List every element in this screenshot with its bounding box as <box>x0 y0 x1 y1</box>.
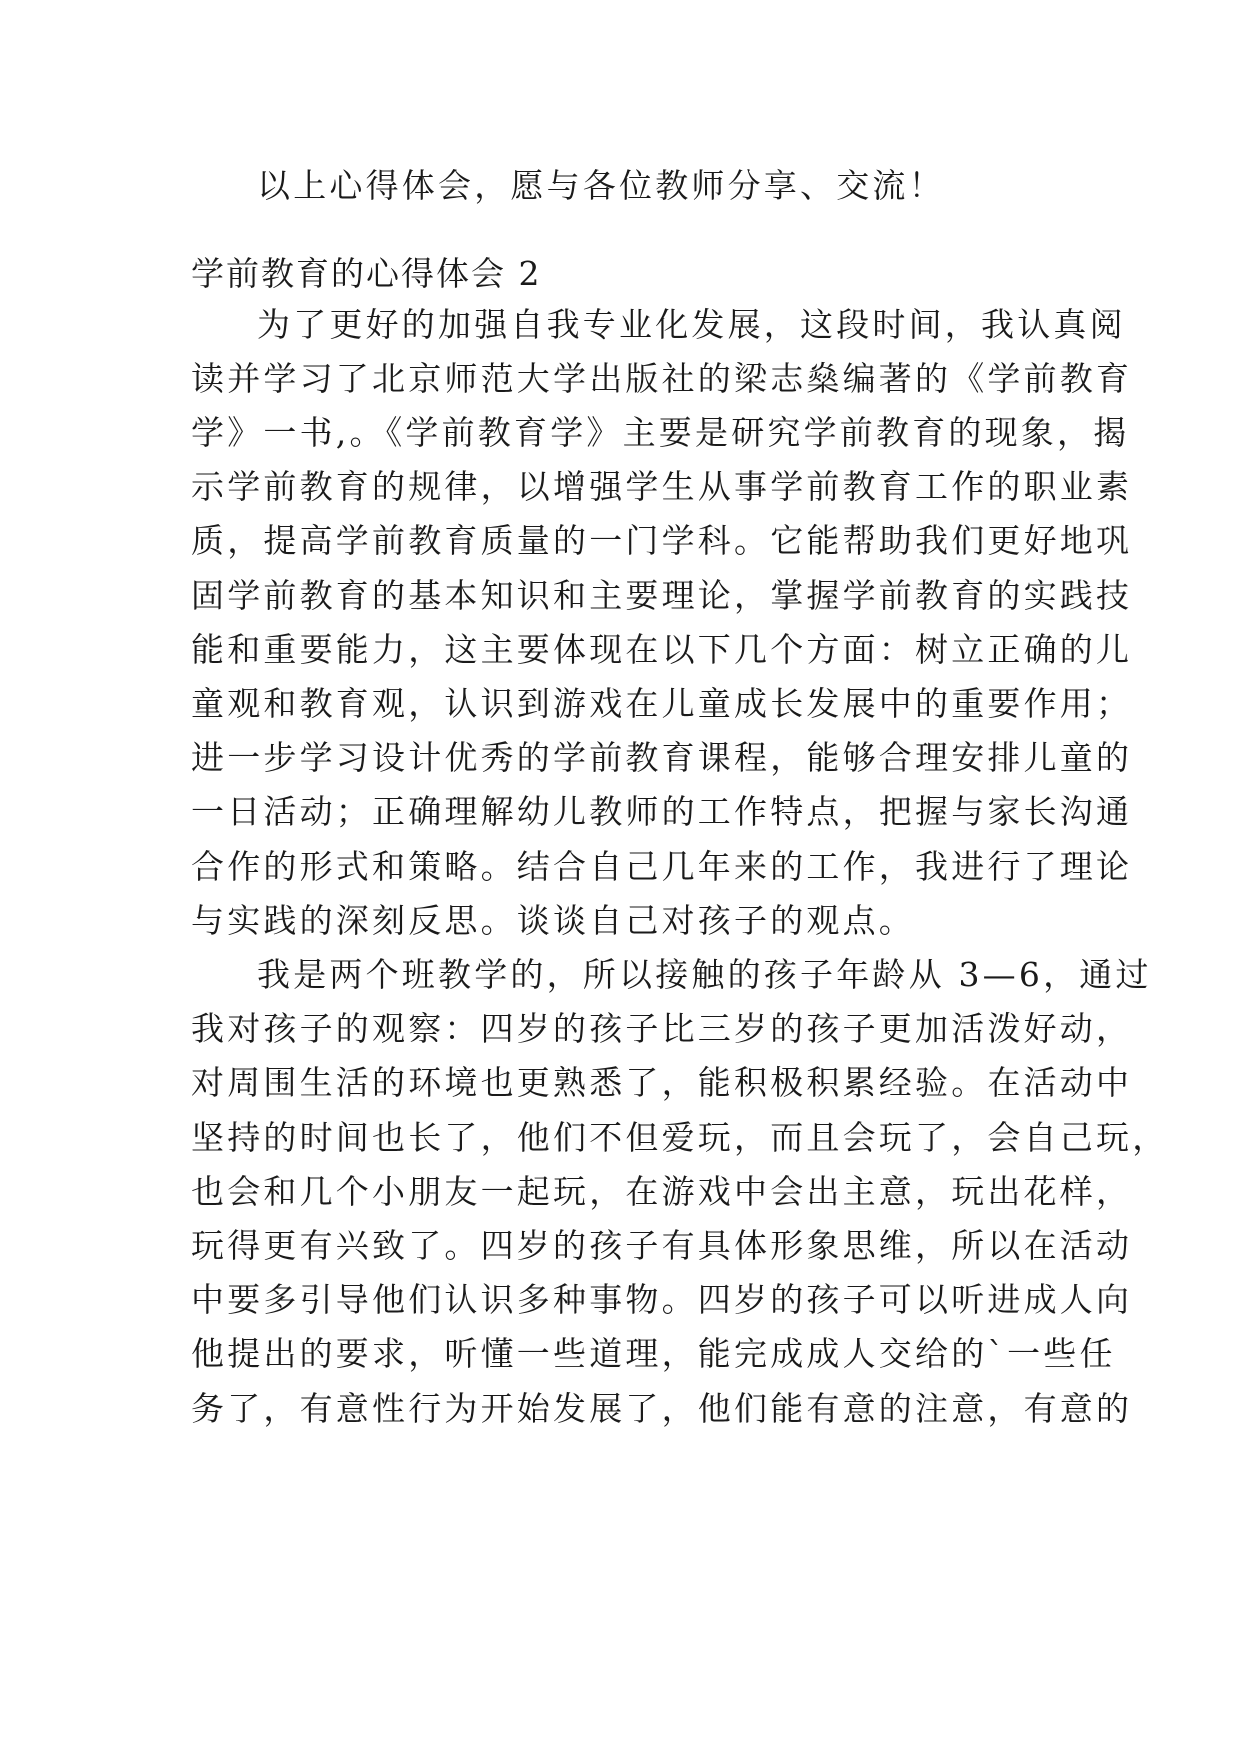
paragraph-1-line: 示学前教育的规律，以增强学生从事学前教育工作的职业素 <box>191 467 1133 506</box>
paragraph-1-line: 质，提高学前教育质量的一门学科。它能帮助我们更好地巩 <box>191 521 1133 560</box>
paragraph-2-line: 我是两个班教学的，所以接触的孩子年龄从 3—6，通过 <box>257 955 1152 994</box>
paragraph-1-line: 读并学习了北京师范大学出版社的梁志燊编著的《学前教育 <box>191 359 1133 398</box>
paragraph-1-line: 固学前教育的基本知识和主要理论，掌握学前教育的实践技 <box>191 576 1133 615</box>
paragraph-1-line: 合作的形式和策略。结合自己几年来的工作，我进行了理论 <box>191 847 1133 886</box>
paragraph-2-line: 务了，有意性行为开始发展了，他们能有意的注意，有意的 <box>191 1389 1133 1428</box>
paragraph-2-line: 中要多引导他们认识多种事物。四岁的孩子可以听进成人向 <box>191 1280 1133 1319</box>
paragraph-1-line: 为了更好的加强自我专业化发展，这段时间，我认真阅 <box>257 305 1126 344</box>
closing-line: 以上心得体会，愿与各位教师分享、交流！ <box>257 166 945 205</box>
paragraph-2-line: 他提出的要求，听懂一些道理，能完成成人交给的`一些任 <box>191 1334 1116 1373</box>
section-heading: 学前教育的心得体会 2 <box>191 254 542 293</box>
paragraph-1-line: 一日活动；正确理解幼儿教师的工作特点，把握与家长沟通 <box>191 792 1133 831</box>
paragraph-2-line: 玩得更有兴致了。四岁的孩子有具体形象思维，所以在活动 <box>191 1226 1133 1265</box>
paragraph-2-line: 坚持的时间也长了，他们不但爱玩，而且会玩了，会自己玩， <box>191 1118 1169 1157</box>
paragraph-1-line: 学》一书,。《学前教育学》主要是研究学前教育的现象，揭 <box>191 413 1130 452</box>
paragraph-2-line: 对周围生活的环境也更熟悉了，能积极积累经验。在活动中 <box>191 1063 1133 1102</box>
paragraph-1-line: 与实践的深刻反思。谈谈自己对孩子的观点。 <box>191 901 915 940</box>
paragraph-1-line: 童观和教育观，认识到游戏在儿童成长发展中的重要作用； <box>191 684 1133 723</box>
paragraph-1-line: 能和重要能力，这主要体现在以下几个方面：树立正确的儿 <box>191 630 1133 669</box>
paragraph-1-line: 进一步学习设计优秀的学前教育课程，能够合理安排儿童的 <box>191 738 1133 777</box>
paragraph-2-line: 也会和几个小朋友一起玩，在游戏中会出主意，玩出花样， <box>191 1172 1133 1211</box>
paragraph-2-line: 我对孩子的观察：四岁的孩子比三岁的孩子更加活泼好动， <box>191 1009 1133 1048</box>
